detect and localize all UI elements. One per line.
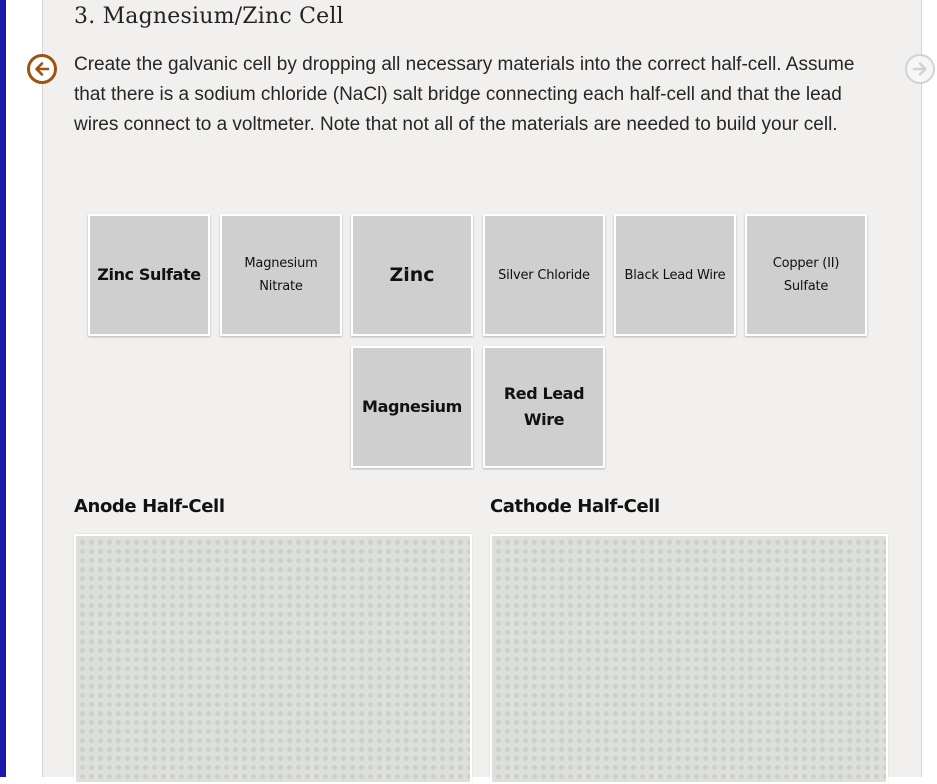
cathode-dropzone[interactable] xyxy=(490,534,888,784)
cathode-half-cell-label: Cathode Half-Cell xyxy=(490,496,660,517)
material-tile-copper-ii-sulfate[interactable]: Copper (II) Sulfate xyxy=(745,214,867,336)
material-tile-zinc[interactable]: Zinc xyxy=(351,214,473,336)
material-tile-zinc-sulfate[interactable]: Zinc Sulfate xyxy=(88,214,210,336)
arrow-left-circle-icon xyxy=(34,61,50,77)
material-tile-silver-chloride[interactable]: Silver Chloride xyxy=(483,214,605,336)
instructions-text: Create the galvanic cell by dropping all necessary materials into the correct half-cell. Assume that there is a sodium chloride (NaCl) salt bridge connecting each half-cell and that the lead wires connect to a voltmeter. Note that not all of the materials are needed to build your cell. xyxy=(74,54,855,135)
material-tile-magnesium[interactable]: Magnesium xyxy=(351,346,473,468)
arrow-right-circle-icon xyxy=(912,61,928,77)
anode-dropzone[interactable] xyxy=(74,534,472,784)
anode-half-cell-label: Anode Half-Cell xyxy=(74,496,225,517)
next-button[interactable] xyxy=(905,54,935,84)
material-tile-magnesium-nitrate[interactable]: Magnesium Nitrate xyxy=(220,214,342,336)
page-title: 3. Magnesium/Zinc Cell xyxy=(74,4,344,29)
material-tile-red-lead-wire[interactable]: Red Lead Wire xyxy=(483,346,605,468)
previous-button[interactable] xyxy=(27,54,57,84)
material-tile-black-lead-wire[interactable]: Black Lead Wire xyxy=(614,214,736,336)
left-edge-bar xyxy=(0,0,6,777)
